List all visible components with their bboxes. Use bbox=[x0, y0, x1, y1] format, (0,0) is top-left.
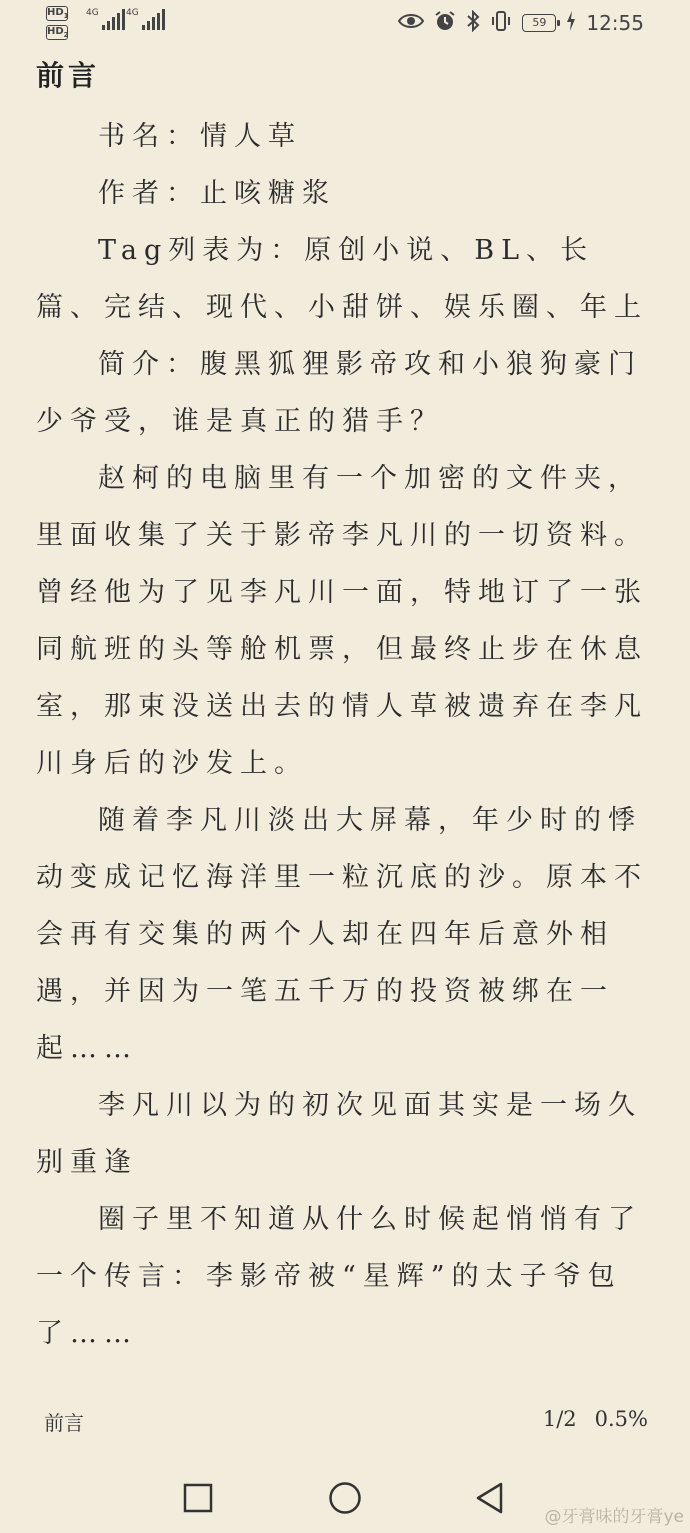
footer-chapter-name: 前言 bbox=[44, 1411, 84, 1435]
eye-icon bbox=[398, 12, 424, 34]
chapter-title: 前言 bbox=[36, 59, 101, 92]
signal-2-icon: 4G bbox=[126, 8, 165, 30]
clock: 12:55 bbox=[586, 11, 644, 35]
back-triangle-icon bbox=[475, 1482, 505, 1514]
alarm-icon bbox=[434, 10, 456, 36]
square-icon bbox=[183, 1483, 213, 1513]
paragraph: 赵柯的电脑里有一个加密的文件夹，里面收集了关于影帝李凡川的一切资料。曾经他为了见李凡川一面，特地订了一张同航班的头等舱机票，但最终止步在休息室，那束没送出去的情人草被遗弃在李凡川身后的沙发上。 bbox=[36, 463, 648, 779]
back-button[interactable] bbox=[470, 1478, 510, 1518]
status-icons bbox=[398, 10, 644, 36]
paragraph: 随着李凡川淡出大屏幕，年少时的悸动变成记忆海洋里一粒沉底的沙。原本不会再有交集的两个人却在四年后意外相遇，并因为一笔五千万的投资被绑在一起…… bbox=[36, 805, 648, 1064]
progress-percent: 0.5% bbox=[594, 1407, 648, 1431]
status-bar bbox=[0, 0, 690, 48]
reader-content[interactable] bbox=[36, 108, 658, 1362]
paragraph: Tag列表为：原创小说、BL、长篇、完结、现代、小甜饼、娱乐圈、年上 bbox=[36, 235, 648, 323]
hd-badge-2: $HD_2$ bbox=[47, 26, 69, 39]
charging-icon bbox=[566, 11, 576, 35]
paragraph: 作者：止咳糖浆 bbox=[98, 178, 336, 209]
home-button[interactable] bbox=[325, 1478, 365, 1518]
paragraph: 李凡川以为的初次见面其实是一场久别重逢 bbox=[36, 1090, 642, 1178]
hd-badge-1: $HD_1$ bbox=[47, 7, 69, 20]
battery-icon: 59 bbox=[522, 14, 556, 32]
paragraph: 圈子里不知道从什么时候起悄悄有了一个传言：李影帝被“星辉”的太子爷包了…… bbox=[36, 1204, 642, 1349]
sim-indicators bbox=[46, 6, 68, 44]
paragraph: 书名：情人草 bbox=[98, 121, 302, 152]
recents-button[interactable] bbox=[178, 1478, 218, 1518]
circle-icon bbox=[328, 1481, 362, 1515]
watermark: @牙膏味的牙膏ye bbox=[544, 1507, 684, 1527]
paragraph: 简介：腹黑狐狸影帝攻和小狼狗豪门少爷受，谁是真正的猎手？ bbox=[36, 349, 642, 437]
reading-progress bbox=[543, 1407, 648, 1431]
bluetooth-icon bbox=[466, 10, 480, 36]
signal-1-icon: 4G bbox=[86, 8, 125, 30]
page-indicator: 1/2 bbox=[542, 1407, 577, 1431]
vibrate-icon bbox=[490, 10, 512, 36]
